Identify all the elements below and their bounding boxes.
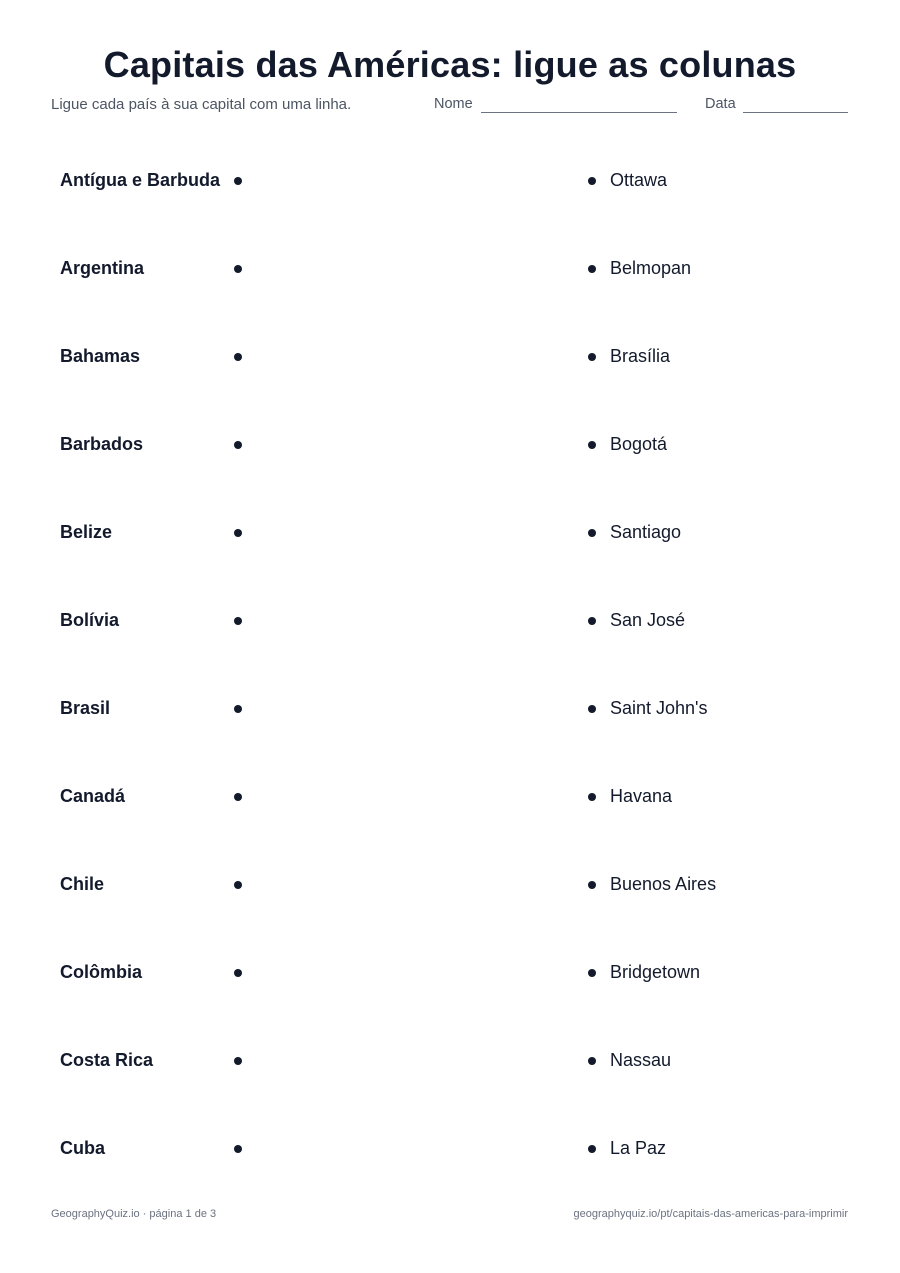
page-title: Capitais das Américas: ligue as colunas bbox=[103, 44, 797, 85]
capital-label: San José bbox=[610, 610, 686, 630]
capital-dot bbox=[588, 529, 596, 537]
country-dot bbox=[234, 793, 242, 801]
name-field-line[interactable] bbox=[481, 112, 677, 113]
country-label: Barbados bbox=[60, 434, 144, 454]
matching-row bbox=[0, 489, 900, 577]
country-dot bbox=[234, 969, 242, 977]
country-dot bbox=[234, 705, 242, 713]
country-label: Antígua e Barbuda bbox=[60, 170, 221, 190]
capital-dot bbox=[588, 1145, 596, 1153]
country-dot bbox=[234, 265, 242, 273]
matching-row bbox=[0, 313, 900, 401]
capital-label: Belmopan bbox=[610, 258, 692, 278]
matching-row bbox=[0, 665, 900, 753]
capital-label: Bridgetown bbox=[610, 962, 701, 982]
country-dot bbox=[234, 1057, 242, 1065]
capital-dot bbox=[588, 1057, 596, 1065]
country-label: Bolívia bbox=[60, 610, 120, 630]
country-label: Argentina bbox=[60, 258, 145, 278]
country-label: Brasil bbox=[60, 698, 111, 718]
country-label: Canadá bbox=[60, 786, 126, 806]
capital-label: Buenos Aires bbox=[610, 874, 717, 894]
date-field-line[interactable] bbox=[743, 112, 848, 113]
country-dot bbox=[234, 617, 242, 625]
matching-row bbox=[0, 929, 900, 1017]
matching-row bbox=[0, 1017, 900, 1105]
capital-label: Bogotá bbox=[610, 434, 668, 454]
matching-row bbox=[0, 137, 900, 225]
capital-dot bbox=[588, 265, 596, 273]
footer-page-info: GeographyQuiz.io · página 1 de 3 bbox=[51, 1208, 217, 1220]
name-label: Nome bbox=[434, 96, 473, 112]
matching-row bbox=[0, 841, 900, 929]
country-label: Colômbia bbox=[60, 962, 143, 982]
capital-dot bbox=[588, 441, 596, 449]
capital-label: Nassau bbox=[610, 1050, 672, 1070]
capital-dot bbox=[588, 793, 596, 801]
capital-label: Brasília bbox=[610, 346, 671, 366]
capital-dot bbox=[588, 705, 596, 713]
capital-label: Saint John's bbox=[610, 698, 708, 718]
country-dot bbox=[234, 529, 242, 537]
capital-dot bbox=[588, 353, 596, 361]
matching-row bbox=[0, 577, 900, 665]
matching-row bbox=[0, 225, 900, 313]
country-dot bbox=[234, 881, 242, 889]
country-label: Chile bbox=[60, 874, 105, 894]
country-label: Cuba bbox=[60, 1138, 105, 1158]
capital-dot bbox=[588, 881, 596, 889]
date-label: Data bbox=[705, 96, 736, 112]
capital-dot bbox=[588, 617, 596, 625]
country-label: Bahamas bbox=[60, 346, 141, 366]
matching-rows bbox=[0, 137, 900, 1193]
country-dot bbox=[234, 353, 242, 361]
country-dot bbox=[234, 177, 242, 185]
footer-url: geographyquiz.io/pt/capitais-das-americas-para-imprimir bbox=[573, 1208, 848, 1220]
country-dot bbox=[234, 1145, 242, 1153]
country-label: Costa Rica bbox=[60, 1050, 154, 1070]
capital-label: Santiago bbox=[610, 522, 682, 542]
capital-label: La Paz bbox=[610, 1138, 667, 1158]
country-dot bbox=[234, 441, 242, 449]
matching-row bbox=[0, 1105, 900, 1193]
matching-row bbox=[0, 401, 900, 489]
capital-label: Ottawa bbox=[610, 170, 668, 190]
capital-label: Havana bbox=[610, 786, 673, 806]
capital-dot bbox=[588, 969, 596, 977]
capital-dot bbox=[588, 177, 596, 185]
matching-row bbox=[0, 753, 900, 841]
country-label: Belize bbox=[60, 522, 113, 542]
instructions: Ligue cada país à sua capital com uma linha. bbox=[51, 96, 352, 113]
